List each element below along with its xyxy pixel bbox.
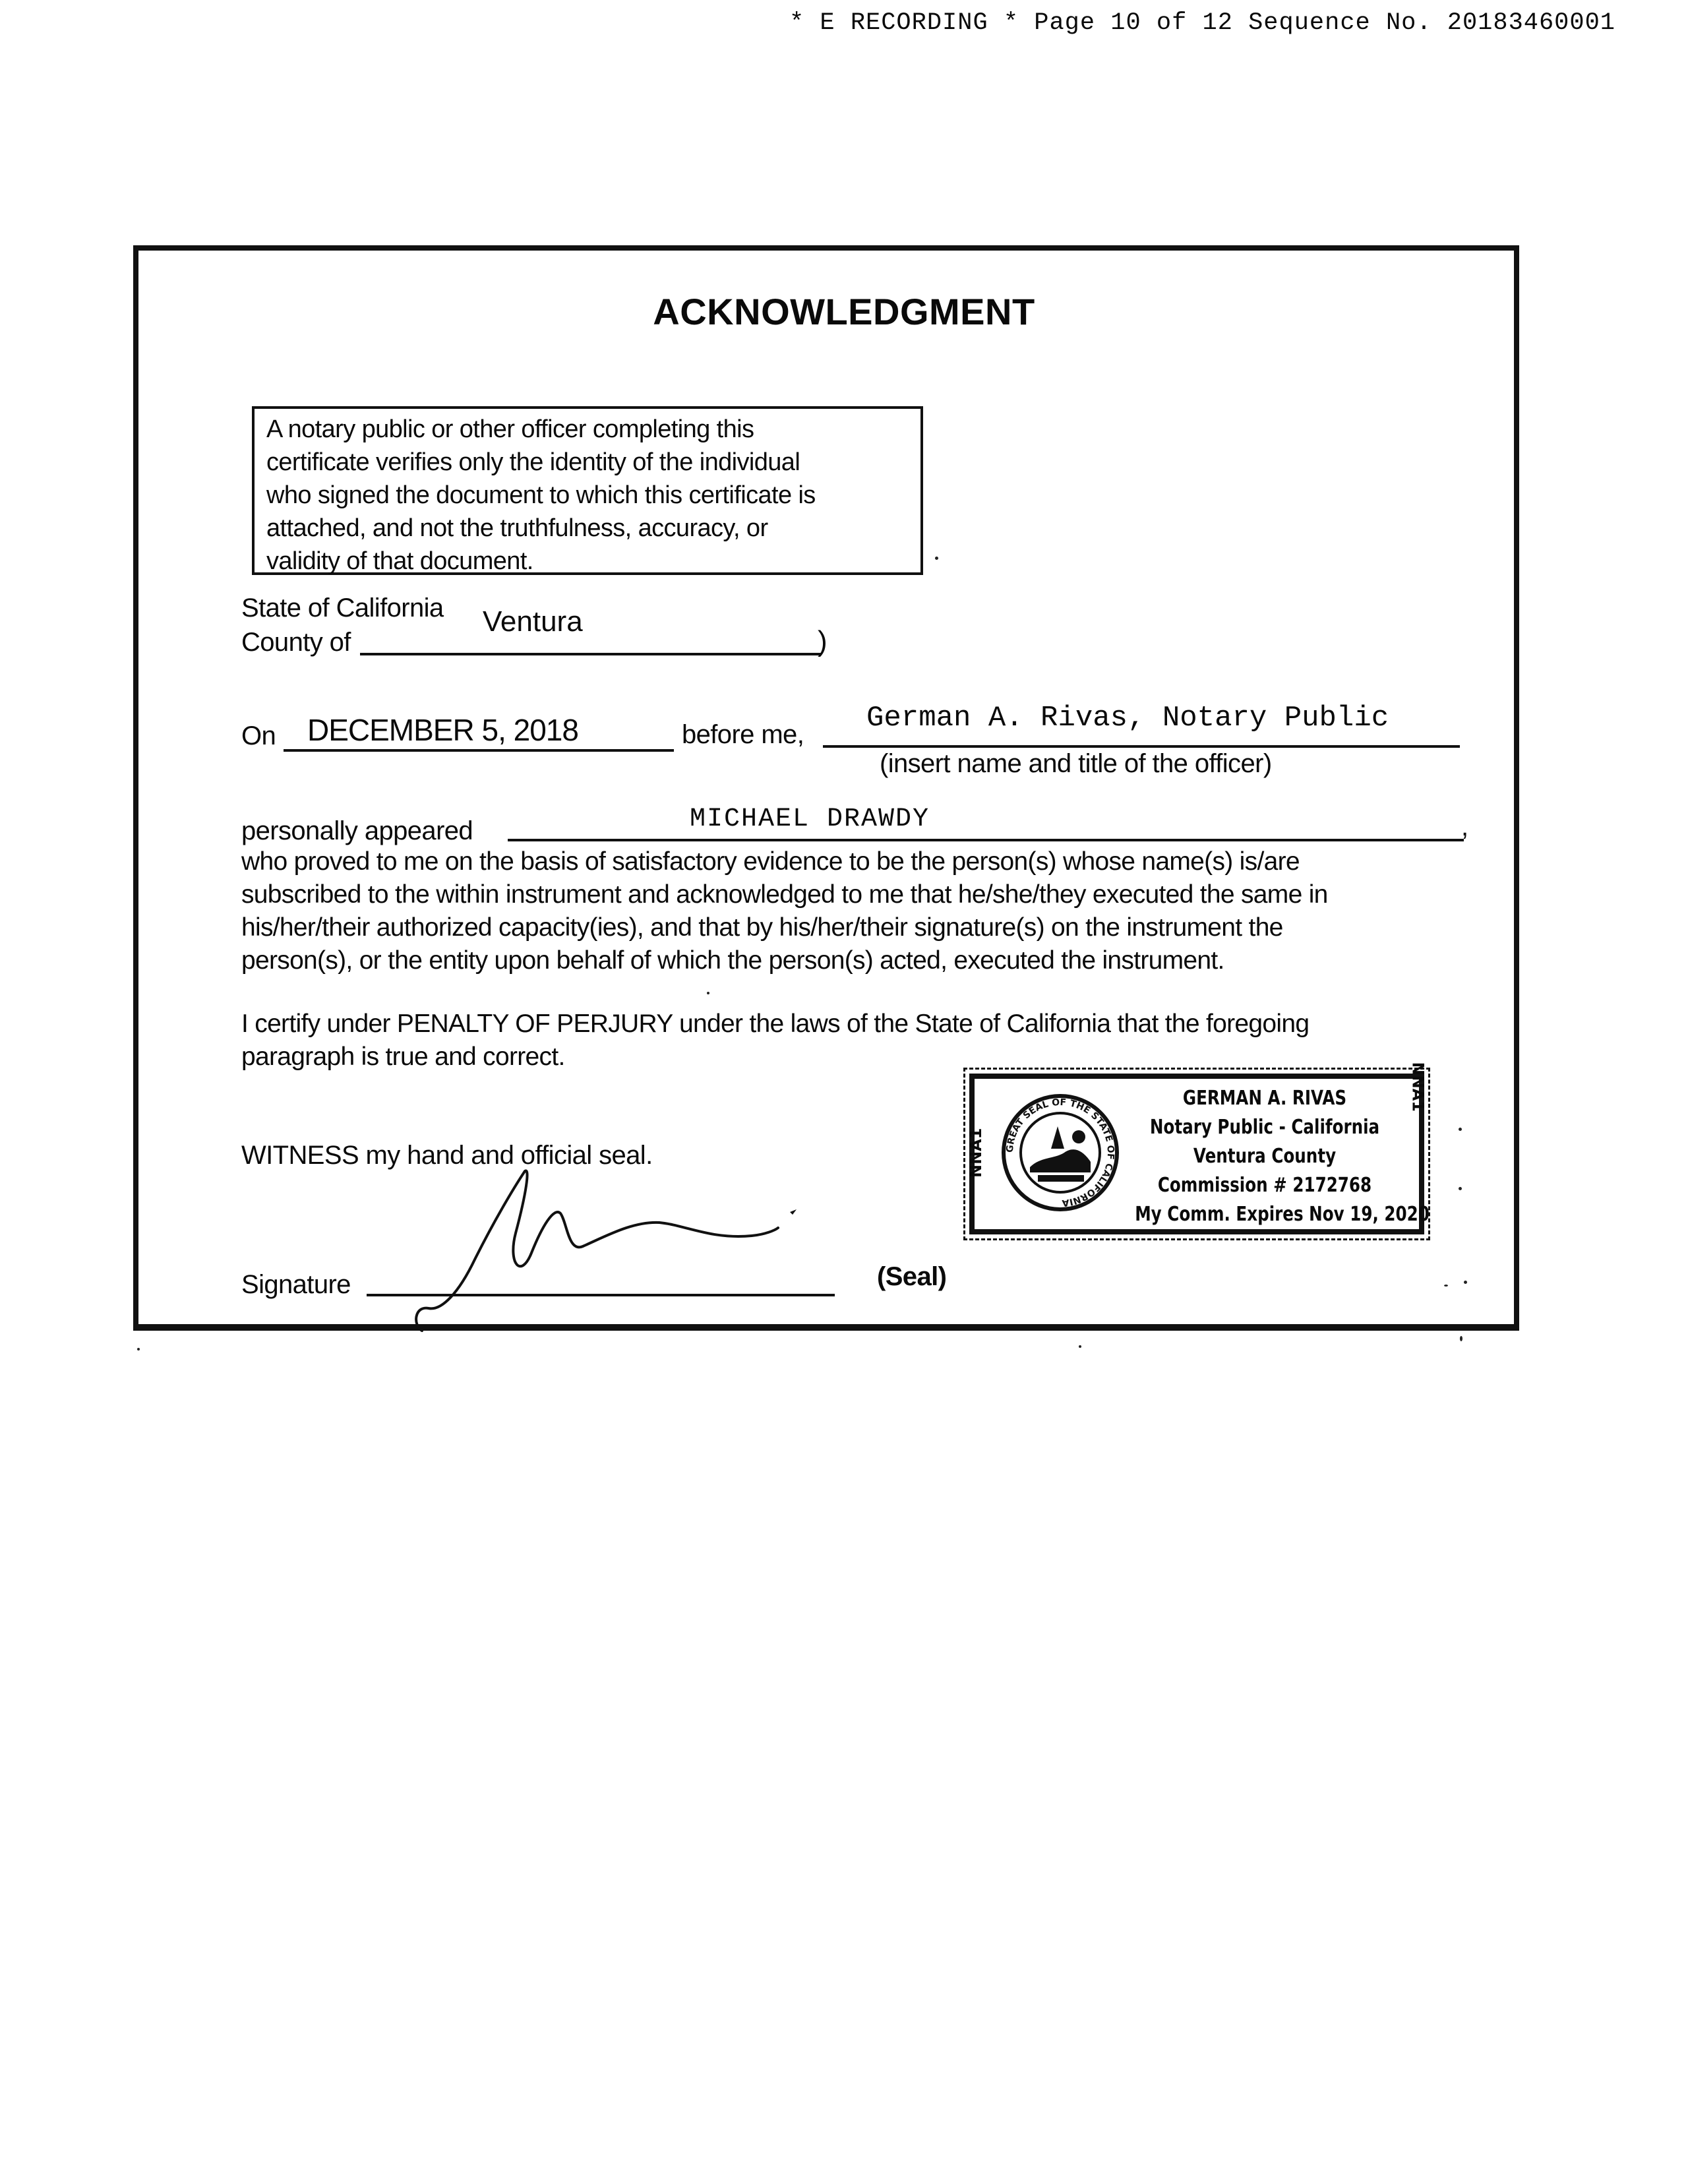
date-underline bbox=[284, 749, 674, 752]
stamp-side-right: NNA1 bbox=[1408, 1062, 1427, 1112]
body-line: who proved to me on the basis of satisfactory evidence to be the person(s) whose name(s) is/are bbox=[241, 847, 1300, 876]
county-label: County of bbox=[241, 628, 351, 657]
officer-caption: (insert name and title of the officer) bbox=[880, 749, 1272, 778]
county-value: Ventura bbox=[483, 605, 583, 638]
witness-statement: WITNESS my hand and official seal. bbox=[241, 1141, 653, 1170]
officer-value: German A. Rivas, Notary Public bbox=[866, 702, 1389, 735]
signature-label: Signature bbox=[241, 1270, 351, 1299]
state-label: State of California bbox=[241, 593, 444, 622]
notary-stamp bbox=[967, 1062, 1430, 1234]
acknowledgment-body bbox=[241, 845, 1481, 977]
notice-line: validity of that document. bbox=[266, 547, 533, 575]
body-line: person(s), or the entity upon behalf of which the person(s) acted, executed the instrument. bbox=[241, 946, 1224, 975]
appeared-name: MICHAEL DRAWDY bbox=[690, 804, 930, 834]
perjury-line: paragraph is true and correct. bbox=[241, 1043, 565, 1071]
notary-notice-box bbox=[252, 406, 923, 575]
date-value: DECEMBER 5, 2018 bbox=[307, 713, 578, 747]
perjury-certification bbox=[241, 1008, 1481, 1074]
document-title: ACKNOWLEDGMENT bbox=[653, 291, 1035, 332]
officer-underline bbox=[823, 745, 1460, 748]
perjury-line: I certify under PENALTY OF PERJURY under the laws of the State of California that the foregoing bbox=[241, 1010, 1310, 1038]
state-seal-emblem bbox=[1001, 1093, 1120, 1212]
recording-header: * E RECORDING * Page 10 of 12 Sequence No. 20183460001 bbox=[789, 9, 1615, 37]
stamp-line: Ventura County bbox=[1193, 1145, 1337, 1168]
seal-label: (Seal) bbox=[877, 1262, 947, 1291]
stamp-line: GERMAN A. RIVAS bbox=[1182, 1087, 1347, 1110]
body-line: subscribed to the within instrument and acknowledged to me that he/she/they executed the same in bbox=[241, 880, 1328, 909]
notice-line: certificate verifies only the identity of the individual bbox=[266, 448, 800, 476]
on-label: On bbox=[241, 721, 276, 750]
stamp-line: Commission # 2172768 bbox=[1157, 1174, 1372, 1197]
venue-close-paren: ) bbox=[818, 625, 828, 657]
body-line: his/her/their authorized capacity(ies), and that by his/her/their signature(s) on the instrument the bbox=[241, 913, 1283, 942]
notice-line: who signed the document to which this certificate is bbox=[266, 481, 816, 509]
stamp-side-left: NNA1 bbox=[967, 1128, 985, 1178]
before-me-label: before me, bbox=[682, 720, 804, 749]
stamp-line: Notary Public - California bbox=[1149, 1116, 1380, 1139]
notice-line: A notary public or other officer completing this bbox=[266, 415, 754, 443]
county-underline bbox=[360, 653, 822, 655]
appeared-underline bbox=[508, 839, 1464, 841]
seal-ring-text: GREAT SEAL OF THE STATE OF CALIFORNIA bbox=[1004, 1097, 1116, 1209]
appeared-trailing-comma: , bbox=[1461, 812, 1468, 841]
appeared-label: personally appeared bbox=[241, 816, 473, 845]
handwritten-signature bbox=[396, 1167, 804, 1339]
stamp-line: My Comm. Expires Nov 19, 2020 bbox=[1135, 1203, 1430, 1226]
notice-line: attached, and not the truthfulness, accuracy, or bbox=[266, 514, 768, 542]
